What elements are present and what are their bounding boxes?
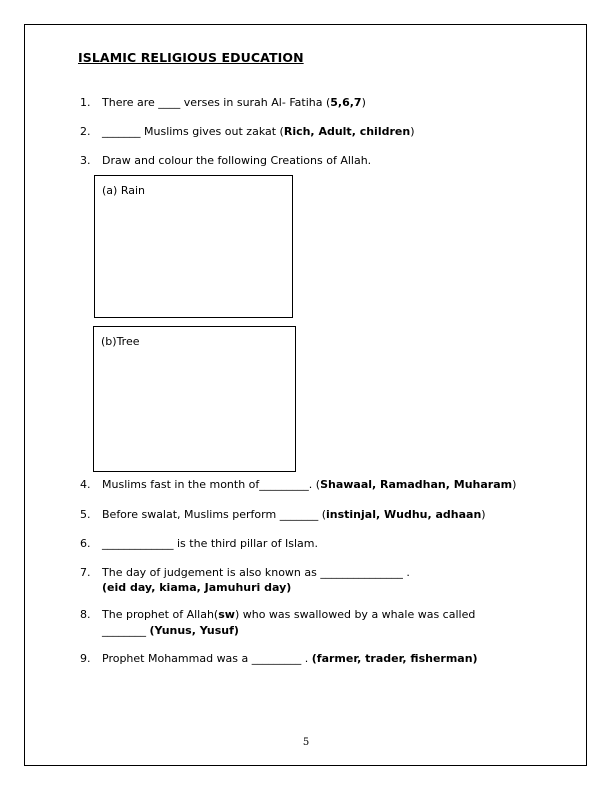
drawing-box-label: (b)Tree — [101, 335, 140, 348]
page-title: ISLAMIC RELIGIOUS EDUCATION — [78, 50, 304, 65]
drawing-box-rain[interactable] — [94, 175, 293, 318]
page-number: 5 — [302, 737, 310, 748]
drawing-box-label: (a) Rain — [102, 184, 145, 197]
drawing-box-tree[interactable] — [93, 326, 296, 472]
